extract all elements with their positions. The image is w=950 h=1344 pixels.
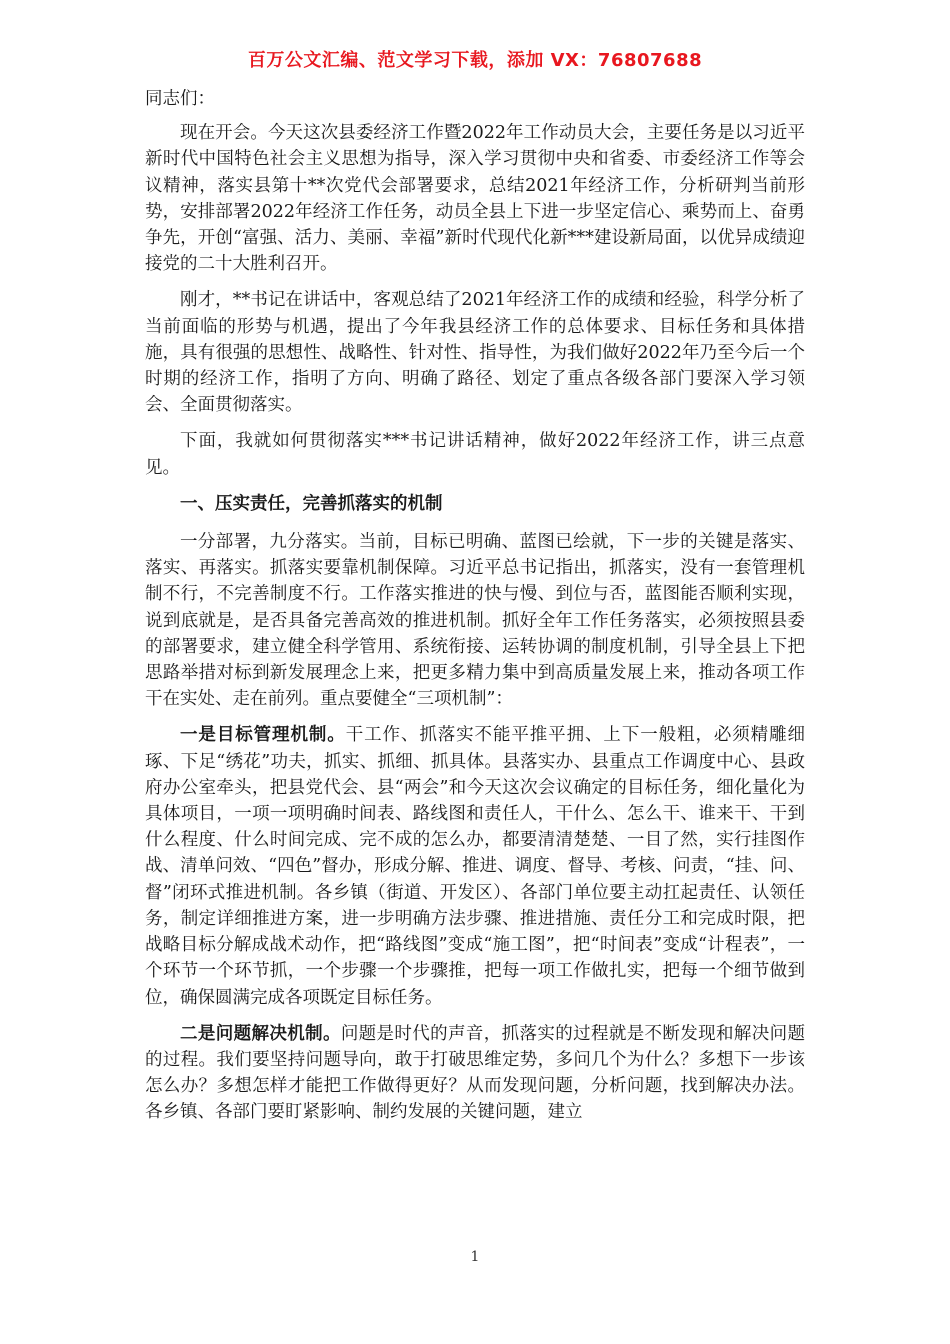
body-target-management: 干工作、抓落实不能平推平拥、上下一般粗，必须精雕细琢、下足“绣花”功夫，抓实、抓细、抓具体。县落实办、县重点工作调度中心、县政府办公室牵头，把县党代会、县“两会”和今天这次会议确定的目标任务，细化量化为具体项目，一项一项明确时间表、路线图和责任人，干什么、怎么干、谁来干、干到什么程度、什么时间完成、完不成的怎么办，都要清清楚楚、一目了然，实行挂图作战、清单问效、“四色”督办，形成分解、推进、调度、督导、考核、问责，“挂、问、督”闭环式推进机制。各乡镇（街道、开发区）、各部门单位要主动扛起责任、认领任务，制定详细推进方案，进一步明确方法步骤、推进措施、责任分工和完成时限，把战略目标分解成战术动作，把“路线图”变成“施工图”，把“时间表”变成“计程表”，一个环节一个环节抓，一个步骤一个步骤推，把每一项工作做扎实，把每一个细节做到位，确保圆满完成各项既定目标任务。	[145, 725, 806, 1008]
section-heading: 一、压实责任，完善抓落实的机制	[180, 493, 443, 514]
paragraph-problem-solving	[145, 1021, 805, 1126]
page-number: 1	[470, 1249, 480, 1265]
paragraph-intro: 下面，我就如何贯彻落实***书记讲话精神，做好2022年经济工作，讲三点意见。	[145, 431, 805, 478]
paragraph-review: 刚才，**书记在讲话中，客观总结了2021年经济工作的成绩和经验，科学分析了当前面临的形势与机遇，提出了今年我县经济工作的总体要求、目标任务和具体措施，具有很强的思想性、战略性、针对性、指导性，为我们做好2022年乃至今后一个时期的经济工作，指明了方向、明确了路径、划定了重点各级各部门要深入学习领会、全面贯彻落实。	[145, 290, 805, 416]
body-problem-solving: 问题是时代的声音，抓落实的过程就是不断发现和解决问题的过程。我们要坚持问题导向，敢于打破思维定势，多问几个为什么？多想下一步该怎么办？多想怎样才能把工作做得更好？从而发现问题，分析问题，找到解决办法。各乡镇、各部门要盯紧影响、制约发展的关键问题，建立	[145, 1023, 806, 1123]
lead-problem-solving: 二是问题解决机制。	[180, 1023, 341, 1044]
paragraph-target-management	[145, 722, 805, 1010]
document-body	[145, 86, 805, 1136]
lead-target-management: 一是目标管理机制。	[180, 725, 346, 746]
watermark-header: 百万公文汇编、范文学习下载，添加 VX：76807688	[247, 50, 703, 71]
paragraph-opening: 现在开会。今天这次县委经济工作暨2022年工作动员大会，主要任务是以习近平新时代中国特色社会主义思想为指导，深入学习贯彻中央和省委、市委经济工作等会议精神，落实县第十**次党代会部署要求，总结2021年经济工作，分析研判当前形势，安排部署2022年经济工作任务，动员全县上下进一步坚定信心、乘势而上、奋勇争先，开创“富强、活力、美丽、幸福”新时代现代化新***建设新局面，以优异成绩迎接党的二十大胜利召开。	[145, 123, 805, 275]
paragraph-implementation: 一分部署，九分落实。当前，目标已明确、蓝图已绘就，下一步的关键是落实、落实、再落实。抓落实要靠机制保障。习近平总书记指出，抓落实，没有一套管理机制不行，不完善制度不行。工作落实推进的快与慢、到位与否，蓝图能否顺利实现，说到底就是，是否具备完善高效的推进机制。抓好全年工作任务落实，必须按照县委的部署要求，建立健全科学管用、系统衔接、运转协调的制度机制，引导全县上下把思路举措对标到新发展理念上来，把更多精力集中到高质量发展上来，推动各项工作干在实处、走在前列。重点要健全“三项机制”：	[145, 532, 805, 710]
greeting: 同志们：	[145, 89, 215, 109]
